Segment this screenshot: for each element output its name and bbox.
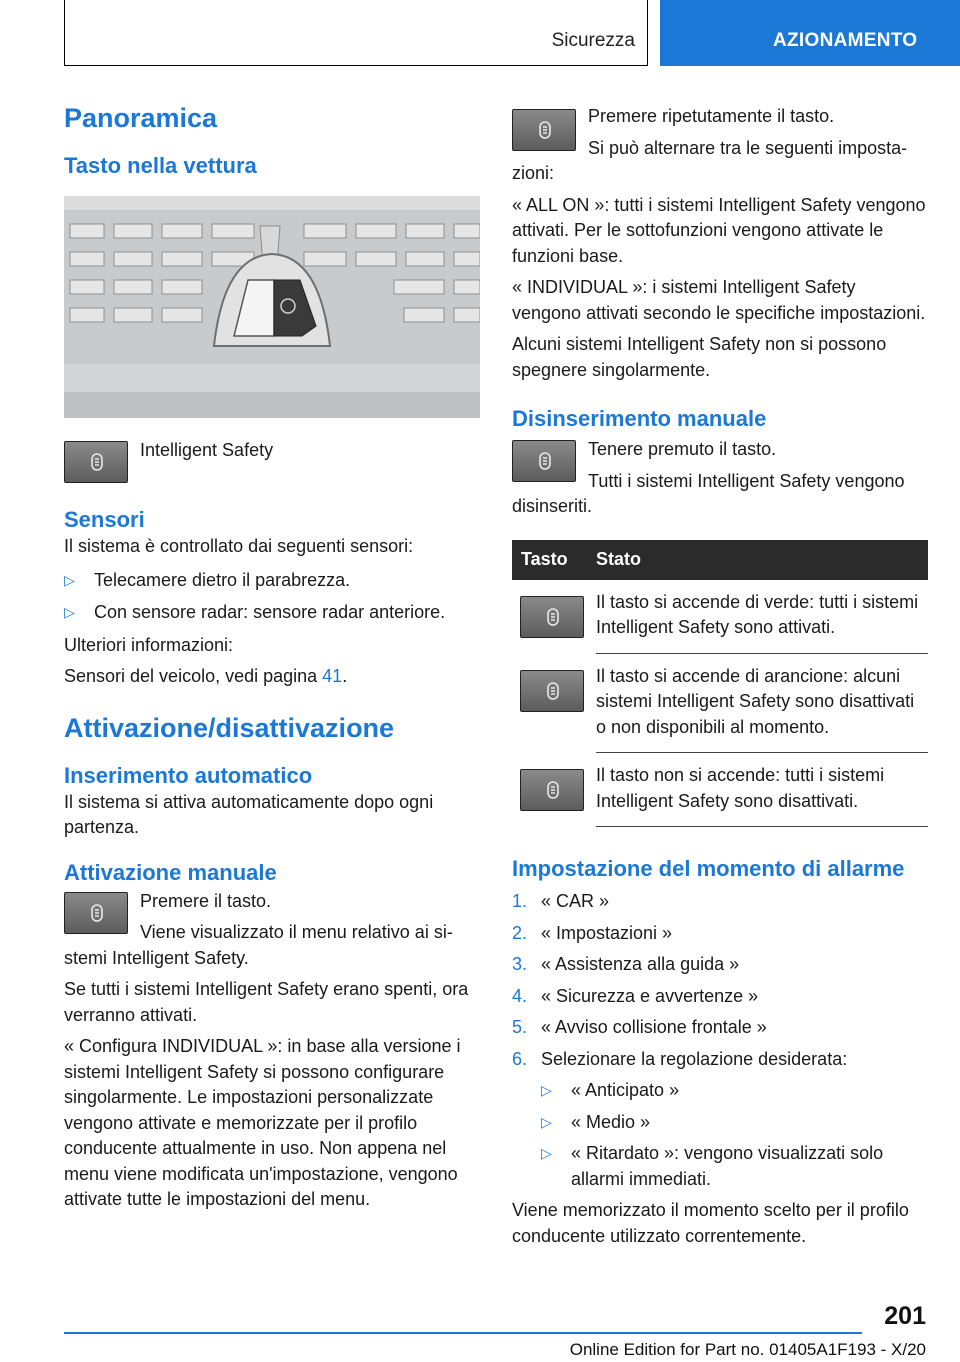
header-section-title: Sicurezza [551,30,635,51]
button-off-icon [520,769,584,811]
list-item: 1. « CAR » [512,891,610,911]
icon-caption-row [64,438,480,480]
col-header-stato: Stato [596,540,928,580]
dis-line1: Tenere premuto il tasto. [588,439,777,459]
intelligent-safety-button-icon [64,441,128,483]
header-chapter-title: AZIONAMENTO [773,30,918,51]
manuale-p2: Se tutti i sistemi Intelligent Safety erano spenti, ora verranno attivati. [64,979,469,1025]
header-chapter-tab [660,0,960,66]
heading-sensori: Sensori [64,507,145,532]
list-item: 4. « Sicurezza e avvertenze » [512,985,759,1006]
button-orange-icon [520,670,584,712]
table-row [512,753,928,827]
sensori-intro: Il sistema è controllato dai seguenti sensori: [64,536,414,556]
list-item: 3. « Assistenza alla guida » [512,954,740,974]
list-item: 5. « Avviso collisione frontale » [512,1017,767,1037]
list-item: ▷ Telecamere dietro il parabrezza. [64,568,480,594]
repeat-line2-start: Si può alternare tra le seguenti imposta- [588,137,908,158]
table-row [512,580,928,654]
list-item: ▷ Con sensore radar: sensore radar anteriore. [64,600,480,626]
triangle-bullet-icon: ▷ [541,1113,552,1130]
inserimento-text: Il sistema si attiva automaticamente dopo ogni partenza. [64,791,434,837]
page-number: 201 [884,1302,926,1330]
header-section-box [64,0,648,66]
dis-line2-start: Tutti i sistemi Intelligent Safety vengono [588,470,905,491]
list-item: 2. « Impostazioni » [512,922,673,943]
repeat-icon-row [512,104,928,161]
list-item: ▷ « Ritardato »: vengono visualizzati solo allarmi immediati. [512,1141,928,1192]
list-item: ▷ « Medio » [512,1110,928,1136]
dis-icon-row [512,437,928,494]
triangle-bullet-icon: ▷ [64,571,75,588]
intelligent-safety-button-icon [64,892,128,934]
footer-edition: Online Edition for Part no. 01405A1F193 - X/20 [569,1340,926,1359]
repeat-line2-end: zioni: [512,163,555,183]
individual-text: « INDIVIDUAL »: i sistemi Intelligent Safety vengono attivati secondo le specifiche impostazioni. [512,277,926,323]
heading-disinserimento: Disinserimento manuale [512,406,767,431]
heading-inserimento-automatico: Inserimento automatico [64,762,313,788]
ulteriori-informazioni: Ulteriori informazioni: [64,634,234,655]
footer-divider [64,1332,862,1334]
allon-text: « ALL ON »: tutti i sistemi Intelligent Safety vengono attivati. Per le sottofunzioni vengono attivate le funzioni base. [512,194,926,266]
intelligent-safety-button-icon [512,440,576,482]
list-item: ▷ « Anticipato » [512,1078,928,1104]
button-green-icon [520,596,584,638]
col-header-tasto: Tasto [512,540,596,580]
table-cell-stato: Il tasto si accende di arancione: alcuni sistemi Intelligent Safety sono disattivati o non disponibili al momento. [596,653,928,753]
list-item: 6. Selezionare la regolazione desiderata: [512,1048,848,1069]
heading-attivazione-manuale: Attivazione manuale [64,859,277,885]
heading-attivazione: Attivazione/disattivazione [64,712,395,743]
intelligent-safety-button-icon [512,109,576,151]
table-header-row [512,540,928,580]
heading-impostazione: Impostazione del momento di allarme [512,856,905,881]
manuale-line2-end: stemi Intelligent Safety. [64,947,249,968]
final-text: Viene memorizzato il momento scelto per il profilo conducente utilizzato correntemente. [512,1200,909,1246]
page-link-41[interactable]: 41 [322,666,343,686]
icon-caption: Intelligent Safety [140,440,274,460]
repeat-line1: Premere ripetutamente il tasto. [588,106,835,126]
alcuni-text: Alcuni sistemi Intelligent Safety non si possono spegnere singolarmente. [512,334,887,380]
table-cell-stato: Il tasto si accende di verde: tutti i sistemi Intelligent Safety sono attivati. [596,580,928,654]
triangle-bullet-icon: ▷ [64,604,75,620]
manuale-line1: Premere il tasto. [140,890,272,911]
button-photo [64,196,480,418]
vehicle-button-illustration [64,196,480,418]
table-row [512,653,928,753]
right-column [512,104,928,1249]
manuale-line2-start: Viene visualizzato il menu relativo ai si- [140,922,453,942]
left-column [64,100,480,1213]
triangle-bullet-icon: ▷ [541,1145,552,1161]
table-cell-stato: Il tasto non si accende: tutti i sistemi Intelligent Safety sono disattivati. [596,753,928,827]
status-table [512,540,928,828]
heading-panoramica: Panoramica [64,103,218,133]
heading-tasto-vettura: Tasto nella vettura [64,153,257,178]
sensori-reference: Sensori del veicolo, vedi pagina 41. [64,666,348,686]
triangle-bullet-icon: ▷ [541,1082,552,1098]
dis-line2-end: disinseriti. [512,496,593,516]
manuale-p3: « Configura INDIVIDUAL »: in base alla versione i sistemi Intelligent Safety si possono configurare singolarmente. Le impostazioni personalizzate vengono attivate e memorizzate per il profilo conducente attualmente in uso. Non appena nel menu viene modificata un'impostazione, vengono attivate tutte le impostazioni del menu. [64,1036,461,1209]
manuale-icon-row [64,889,480,946]
